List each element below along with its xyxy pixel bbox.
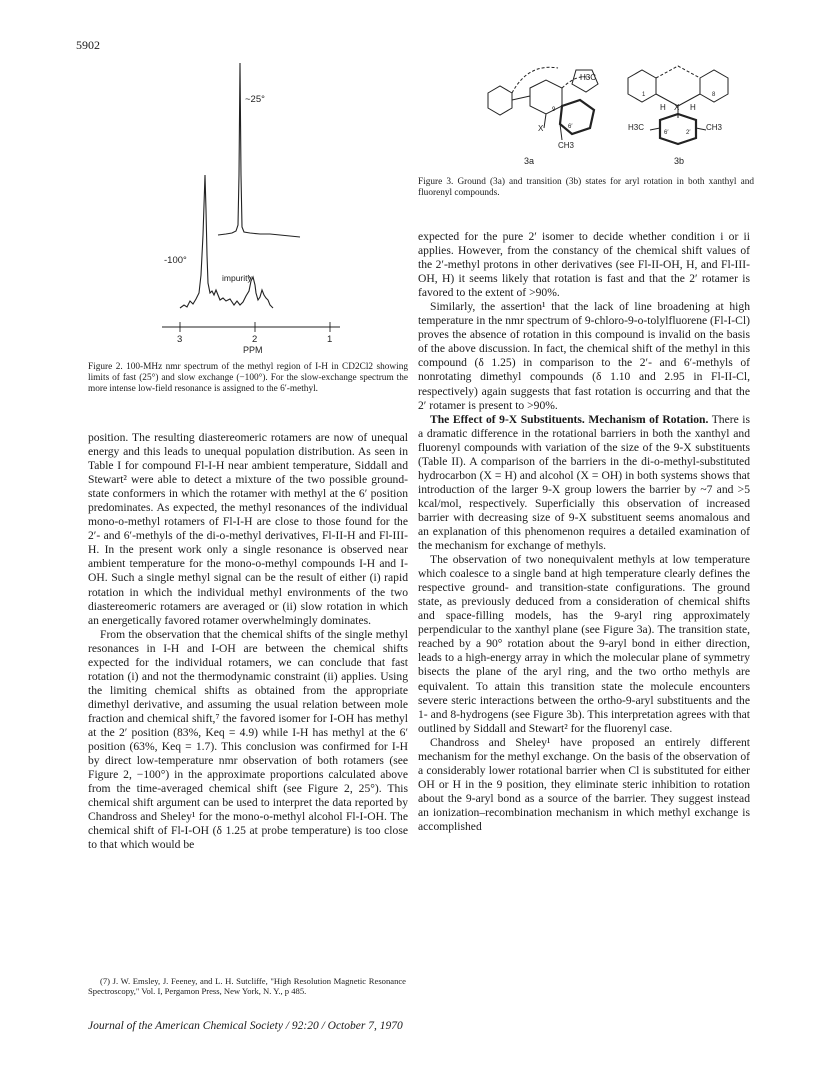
3b-ring-8: 8 xyxy=(712,92,716,98)
label-3a: 3a xyxy=(524,156,535,166)
right-paragraph-1: expected for the pure 2′ isomer to decide whether condition i or ii applies. However, from the constancy of the chemical shift values of the 2′-methyl protons in other derivatives (see Fl-II-OH, H, and Fl-III-OH, H) it seems likely that rotation is fast and that the 2′ rotamer is favored to the extent of >90%. xyxy=(418,230,750,300)
tick-2: 2 xyxy=(252,334,258,345)
3b-ring-1: 1 xyxy=(642,92,646,98)
figure-3-caption: Figure 3. Ground (3a) and transition (3b) states for aryl rotation in both xanthyl and fluorenyl compounds. xyxy=(418,177,754,198)
left-paragraph-2: From the observation that the chemical shifts of the single methyl resonances in I-H and I-OH are between the chemical shifts expected for the individual rotamers, we can conclude that fast rotation (i) and not the thermodynamic constraint (ii) applies. Using the limiting chemical shifts as obtained from the appropriate dimethyl derivative, and assuming the usual relation between mole fraction and chemical shift,⁷ the favored isomer for I-OH has methyl at the 2′ position (83%, Keq = 4.9) while I-H has methyl at the 6′ position (63%, Keq = 1.7). This conclusion was confirmed for I-H by direct low-temperature nmr observation of both rotamers (see Figure 2, −100°) in the approximate proportions calculated above from the time-averaged chemical shift (see Figure 2, 25°). This chemical shift argument can be used to interpret the data reported by Chandross and Sheley¹ for the mono-o-methyl alcohol Fl-I-OH. The chemical shift of Fl-I-OH (δ 1.25 at probe temperature) is too close to that which would be xyxy=(88,627,408,852)
figure-2-nmr-spectrum xyxy=(150,55,370,355)
spectrum-cold-trace xyxy=(180,175,273,308)
right-paragraph-5: Chandross and Sheley¹ have proposed an entirely different mechanism for the methyl exchange. On the basis of the observation of a considerably lower rotational barrier when Cl is substituted for either OH or H in the 9 position, they eliminate steric inhibition to rotation about the 9-aryl bond as a source of the barrier. They suggest instead an ionization–recombination mechanism in which methyl exchange is accomplished xyxy=(418,735,750,833)
footnote-7: (7) J. W. Emsley, J. Feeney, and L. H. Sutcliffe, "High Resolution Magnetic Resonance Spectroscopy," Vol. I, Pergamon Press, New York, N. Y., p 485. xyxy=(88,976,406,996)
right-column xyxy=(418,230,750,834)
3a-h3c: H3C xyxy=(580,73,597,82)
label-impurity: impurity xyxy=(222,273,252,283)
right-paragraph-4: The observation of two nonequivalent methyls at low temperature which coalesce to a single band at high temperature clearly defines the respective ground- and transition-state configurations. The ground state, as previously deduced from a consideration of chemical shifts and space-filling models, has the 9-aryl ring approximately perpendicular to the xanthyl plane (see Figure 3a). The transition state, reached by a 90° rotation about the 9-aryl bond in either direction, leads to a high-energy array in which the molecular plane of symmetry bisects the plane of the aryl ring, and the two ortho methyls are equivalent. To attain this transition state the molecule encounters severe steric interactions between the ortho-9-aryl substituents and the 1- and 8-hydrogens (see Figure 3b). This interpretation agrees with that outlined by Siddall and Stewart² for the fluorenyl case. xyxy=(418,553,750,735)
tick-1: 1 xyxy=(327,334,333,345)
page-number: 5902 xyxy=(76,38,100,52)
3b-h-left: H xyxy=(660,103,666,112)
3b-ch3: CH3 xyxy=(706,123,723,132)
3b-ring-6p: 6′ xyxy=(664,130,669,136)
3a-ring-6p: 6′ xyxy=(568,124,573,130)
3a-x: X xyxy=(538,124,544,133)
3a-ch3: CH3 xyxy=(558,141,575,150)
section-heading: The Effect of 9-X Substituents. Mechanism of Rotation. xyxy=(430,412,709,426)
spectrum-warm-trace xyxy=(218,63,300,237)
right-paragraph-3-body: There is a dramatic difference in the rotational barriers in both the xanthyl and fluorenyl compounds with variation of the size of the 9-X substituents (Table II). A comparison of the barriers in the di-o-methyl-substituted hydrocarbon (X = H) and alcohol (X = OH) in both systems shows that introduction of the larger 9-X group lowers the barrier by ~7 and >5 kcal/mol, respectively. Superficially this observation of increased barrier with decreasing size of 9-X substituent seems anomalous and an explanation of this phenomenon requires a detailed examination of the mechanism for exchange of methyls. xyxy=(418,412,750,553)
3a-ring-9: 9 xyxy=(552,107,556,113)
right-paragraph-3 xyxy=(418,413,750,553)
left-column xyxy=(88,431,408,852)
label-3b: 3b xyxy=(674,156,685,166)
tick-3: 3 xyxy=(177,334,183,345)
axis-label-ppm: PPM xyxy=(243,345,263,355)
3b-h-right: H xyxy=(690,103,696,112)
3b-x: X xyxy=(674,103,680,112)
left-paragraph-1: position. The resulting diastereomeric rotamers are now of unequal energy and this leads to unequal population distribution. As seen in Table I for compound Fl-I-H near ambient temperature, Siddall and Stewart² were able to detect a mixture of the two possible ground-state conformers in which the rotamer with methyl at the 6′ position predominates. As expected, the methyl resonances of the individual mono-o-methyl rotamers of Fl-I-H are close to those found for the 2′- and 6′-methyls of the di-o-methyl derivatives, Fl-II-H and Fl-III-H. In the present work only a single resonance is observed near ambient temperature for the mono-o-methyl compounds I-H and I-OH. Such a single methyl signal can be the result of either (i) rapid rotation in which the individual methyl environments of the two diastereomeric rotamers are averaged or (ii) slow rotation in which an energetically favored rotamer overwhelmingly dominates. xyxy=(88,431,408,627)
journal-footer: Journal of the American Chemical Society / 92:20 / October 7, 1970 xyxy=(88,1020,403,1032)
figure-2-caption: Figure 2. 100-MHz nmr spectrum of the methyl region of I-H in CD2Cl2 showing limits of fast (25°) and slow exchange (−100°). For the slow-exchange spectrum the more intense low-field resonance is assigned to the 6′-methyl. xyxy=(88,362,408,394)
label-warm: ~25° xyxy=(245,94,265,105)
figure-3-structures xyxy=(468,48,768,173)
right-paragraph-2: Similarly, the assertion¹ that the lack of line broadening at high temperature in the nmr spectrum of 9-chloro-9-o-tolylfluorene (Fl-I-Cl) proves the absence of rotation in this compound is invalid on the basis of the above discussion. In fact, the chemical shift of the methyl in this compound (δ 1.25) in comparison to the 2′- and 6′-methyls of nonrotating dimethyl compounds (δ 1.10 and 2.95 in Fl-II-Cl, respectively) again suggests that fast rotation is occurring and that the 2′ rotamer is present to >90%. xyxy=(418,300,750,412)
3b-ring-2p: 2′ xyxy=(686,130,691,136)
3b-h3c: H3C xyxy=(628,123,645,132)
label-cold: -100° xyxy=(164,255,187,266)
